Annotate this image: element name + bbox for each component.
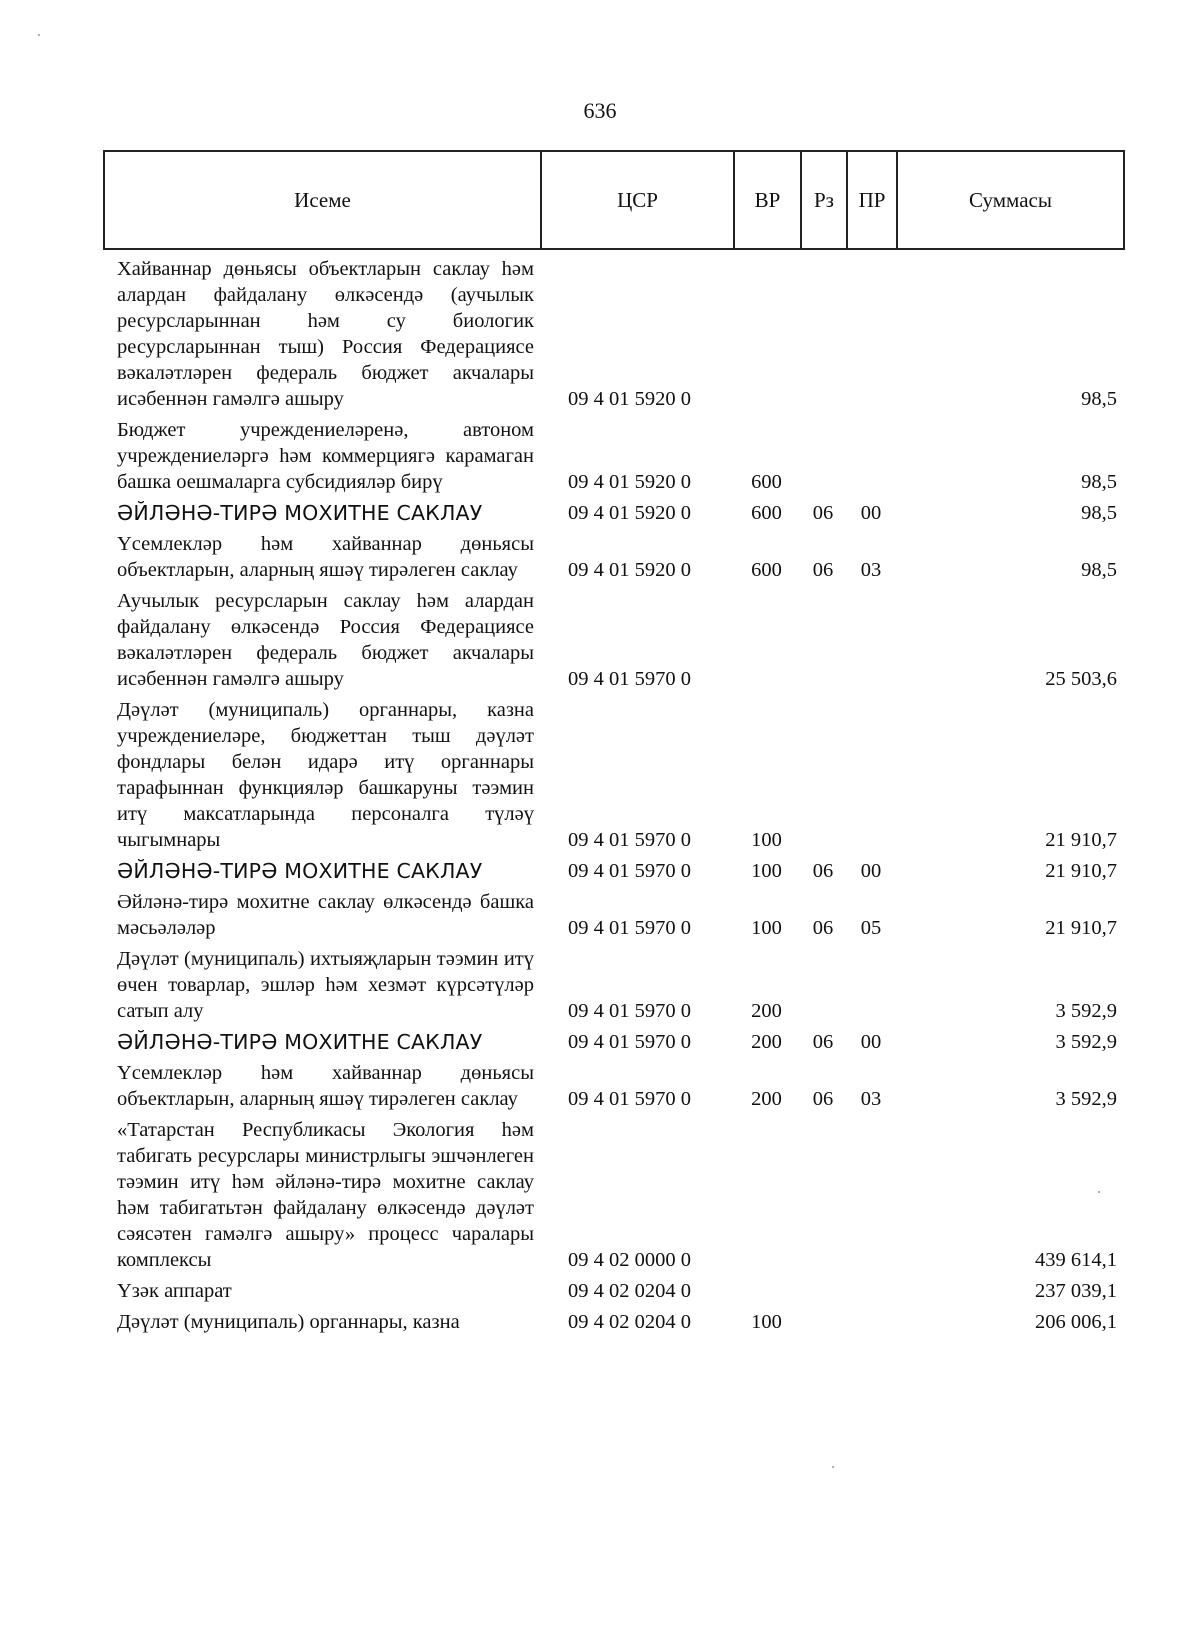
table-row: [103, 588, 1123, 697]
row-name: Хайваннар дөньясы объектларын саклау һәм алардан файдалану өлкәсендә (аучылык ресурсларыннан һәм су биологик ресурсларыннан тыш) Россия Федерациясе вәкаләтләрен федераль бюджет акчалары исәбеннән гамәлгә ашыру: [117, 258, 534, 410]
table-row: [103, 1278, 1123, 1309]
row-vr: [733, 1278, 800, 1309]
row-name: Бюджет учреждениеләренә, автоном учреждениеләргә һәм коммерциягә карамаган башка оешмаларга субсидияләр бирү: [117, 419, 534, 493]
row-vr: 100: [751, 860, 782, 882]
row-sum: 3 592,9: [1055, 1088, 1117, 1110]
row-vr: 200: [751, 1031, 782, 1053]
row-pr: [846, 256, 896, 417]
row-pr: [846, 697, 896, 858]
row-name: Үсемлекләр һәм хайваннар дөньясы объектларын, аларның яшәү тирәлеген саклау: [117, 533, 534, 581]
table-row: [103, 946, 1123, 1029]
header-sum: Суммасы: [897, 151, 1124, 249]
row-csr: 09 4 01 5920 0: [568, 559, 691, 581]
table-header: [103, 150, 1125, 250]
row-sum: 21 910,7: [1045, 860, 1117, 882]
scan-speck: [38, 34, 40, 36]
table-row: [103, 1309, 1123, 1340]
row-sum: 439 614,1: [1035, 1249, 1117, 1271]
row-pr: [846, 1117, 896, 1278]
row-pr: 00: [860, 1031, 882, 1053]
row-name: ӘЙЛӘНӘ-ТИРӘ МОХИТНЕ САКЛАУ: [117, 1030, 483, 1054]
row-pr: [846, 588, 896, 697]
header-vr: ВР: [734, 151, 801, 249]
row-rz: [800, 417, 846, 500]
row-rz: 06: [812, 860, 834, 882]
row-name: Үзәк аппарат: [117, 1280, 232, 1302]
table-row: [103, 256, 1123, 417]
row-vr: 600: [751, 471, 782, 493]
table-row: [103, 858, 1123, 889]
row-sum: 3 592,9: [1055, 1031, 1117, 1053]
row-pr: [846, 1309, 896, 1340]
row-csr: 09 4 01 5970 0: [568, 668, 691, 690]
row-pr: [846, 417, 896, 500]
row-rz: [800, 1278, 846, 1309]
row-sum: 98,5: [1081, 502, 1117, 524]
row-sum: 25 503,6: [1045, 668, 1117, 690]
row-vr: 600: [751, 559, 782, 581]
scan-speck: [832, 1466, 834, 1468]
row-csr: 09 4 01 5970 0: [568, 1088, 691, 1110]
row-vr: 100: [751, 829, 782, 851]
row-vr: [733, 256, 800, 417]
row-rz: 06: [812, 1031, 834, 1053]
row-csr: 09 4 01 5970 0: [568, 1031, 691, 1053]
row-sum: 21 910,7: [1045, 829, 1117, 851]
row-csr: 09 4 01 5970 0: [568, 829, 691, 851]
row-pr: 03: [860, 1088, 882, 1110]
row-vr: [733, 588, 800, 697]
row-name: Дәүләт (муниципаль) ихтыяҗларын тәэмин итү өчен товарлар, эшләр һәм хезмәт күрсәтүләр сатып алу: [117, 948, 534, 1022]
table-row: [103, 1029, 1123, 1060]
row-csr: 09 4 01 5970 0: [568, 860, 691, 882]
row-sum: 21 910,7: [1045, 917, 1117, 939]
row-pr: 05: [860, 917, 882, 939]
row-sum: 237 039,1: [1035, 1280, 1117, 1302]
table-row: [103, 697, 1123, 858]
row-csr: 09 4 01 5970 0: [568, 1000, 691, 1022]
row-rz: [800, 697, 846, 858]
row-rz: 06: [812, 917, 834, 939]
row-csr: 09 4 01 5920 0: [568, 471, 691, 493]
row-sum: 3 592,9: [1055, 1000, 1117, 1022]
row-name: Дәүләт (муниципаль) органнары, казна: [117, 1311, 460, 1333]
row-name: Дәүләт (муниципаль) органнары, казна учреждениеләре, бюджеттан тыш дәүләт фондлары белән идарә итү органнары тарафыннан функцияләр башкаруны тәэмин итү максатларында персоналга түләү чыгымнары: [117, 699, 534, 851]
row-vr: 200: [751, 1000, 782, 1022]
row-name: ӘЙЛӘНӘ-ТИРӘ МОХИТНЕ САКЛАУ: [117, 501, 483, 525]
table-row: [103, 889, 1123, 946]
row-csr: 09 4 01 5920 0: [568, 502, 691, 524]
row-vr: [733, 1117, 800, 1278]
row-sum: 98,5: [1081, 559, 1117, 581]
header-name: Исеме: [104, 151, 541, 249]
row-name: Үсемлекләр һәм хайваннар дөньясы объектларын, аларның яшәү тирәлеген саклау: [117, 1062, 534, 1110]
row-csr: 09 4 02 0204 0: [568, 1311, 691, 1333]
table-row: [103, 417, 1123, 500]
page-number: 636: [583, 98, 617, 123]
row-csr: 09 4 01 5970 0: [568, 917, 691, 939]
budget-table-body: [103, 256, 1123, 1340]
row-rz: [800, 1117, 846, 1278]
header-csr: ЦСР: [541, 151, 734, 249]
table-row: [103, 500, 1123, 531]
row-name: «Татарстан Республикасы Экология һәм табигать ресурслары министрлыгы эшчәнлеген тәэмин итү һәм әйләнә-тирә мохитне саклау һәм табигатьтән файдалану өлкәсендә дәүләт сәясәтен гамәлгә ашыру» процесс чаралары комплексы: [117, 1119, 534, 1271]
row-name: Аучылык ресурсларын саклау һәм алардан файдалану өлкәсендә Россия Федерациясе вәкаләтләрен федераль бюджет акчалары исәбеннән гамәлгә ашыру: [117, 590, 534, 690]
row-csr: 09 4 02 0000 0: [568, 1249, 691, 1271]
row-pr: 03: [860, 559, 882, 581]
header-rz: Рз: [801, 151, 847, 249]
row-csr: 09 4 01 5920 0: [568, 388, 691, 410]
row-pr: 00: [860, 502, 882, 524]
row-rz: 06: [812, 1088, 834, 1110]
row-rz: 06: [812, 559, 834, 581]
header-pr: ПР: [847, 151, 897, 249]
row-csr: 09 4 02 0204 0: [568, 1280, 691, 1302]
table-row: [103, 531, 1123, 588]
row-vr: 100: [751, 917, 782, 939]
row-vr: 200: [751, 1088, 782, 1110]
row-vr: 100: [751, 1311, 782, 1333]
row-rz: [800, 1309, 846, 1340]
row-pr: [846, 1278, 896, 1309]
row-sum: 98,5: [1081, 471, 1117, 493]
row-rz: 06: [812, 502, 834, 524]
table-row: [103, 1060, 1123, 1117]
row-rz: [800, 588, 846, 697]
row-pr: 00: [860, 860, 882, 882]
row-name: Әйләнә-тирә мохитне саклау өлкәсендә башка мәсьәләләр: [117, 891, 534, 939]
table-row: [103, 1117, 1123, 1278]
row-vr: 600: [751, 502, 782, 524]
row-name: ӘЙЛӘНӘ-ТИРӘ МОХИТНЕ САКЛАУ: [117, 859, 483, 883]
row-sum: 206 006,1: [1035, 1311, 1117, 1333]
scan-speck: [1098, 1191, 1100, 1193]
row-rz: [800, 946, 846, 1029]
row-rz: [800, 256, 846, 417]
row-pr: [846, 946, 896, 1029]
row-sum: 98,5: [1081, 388, 1117, 410]
